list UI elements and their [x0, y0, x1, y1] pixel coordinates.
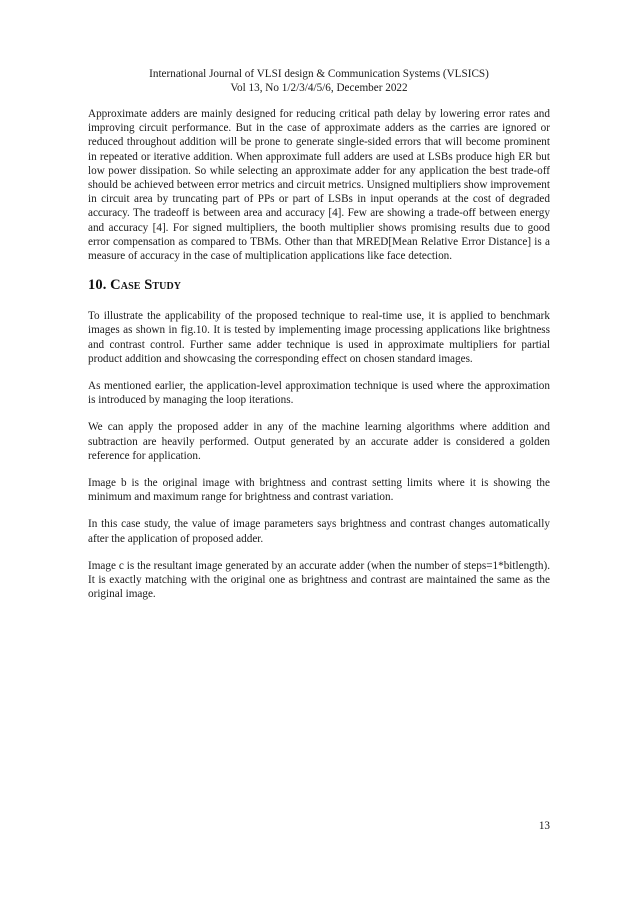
paragraph-5: In this case study, the value of image parameters says brightness and contrast changes automatically after the application of proposed adder. — [88, 518, 550, 545]
paragraph-2: As mentioned earlier, the application-level approximation technique is used where the approximation is introduced by managing the loop iterations. — [88, 380, 550, 407]
page-body — [88, 107, 550, 601]
journal-header — [0, 67, 638, 95]
section-heading — [88, 277, 550, 294]
paragraph-4: Image b is the original image with brightness and contrast setting limits where it is showing the minimum and maximum range for brightness and contrast variation. — [88, 477, 550, 504]
journal-title: International Journal of VLSI design & Communication Systems (VLSICS) — [149, 68, 489, 80]
paragraph-6: Image c is the resultant image generated by an accurate adder (when the number of steps=1*bitlength). It is exactly matching with the original one as brightness and contrast are maintained the same as the original image. — [88, 559, 550, 601]
journal-volume: Vol 13, No 1/2/3/4/5/6, December 2022 — [230, 82, 408, 94]
paragraph-3: We can apply the proposed adder in any of the machine learning algorithms where addition and subtraction are heavily performed. Output generated by an accurate adder is considered a golden reference for application. — [88, 421, 550, 462]
paragraph-1: To illustrate the applicability of the proposed technique to real-time use, it is applied to benchmark images as shown in fig.10. It is tested by implementing image processing applications like brightness and contrast control. Further same adder technique is used in approximate multipliers for partial product addition and showcasing the corresponding effect on chosen standard images. — [88, 310, 550, 365]
section-number: 10. — [88, 277, 107, 294]
intro-paragraph: Approximate adders are mainly designed for reducing critical path delay by lowering error rates and improving circuit performance. But in the case of approximate adders as the carries are ignored or reduced throughout addition will be prone to generate single-sided errors that will become prominent in repeated or iterative addition. When approximate full adders are used at LSBs produce high ER but low power dissipation. So while selecting an approximate adder for any application the best trade-off should be achieved between error metrics and circuit metrics. Unsigned multipliers show improvement in circuit area by truncating part of PPs or part of LSBs in input operands at the cost of degraded accuracy. The tradeoff is between area and accuracy [4]. Few are showing a trade-off between energy and accuracy [4]. For signed multipliers, the booth multiplier shows promising results due to good error compensation as compared to TBMs. Other than that MRED[Mean Relative Error Distance] is a measure of accuracy in the case of multiplication applications like face detection. — [88, 108, 550, 263]
page-number: 13 — [538, 820, 550, 832]
section-title: Case Study — [110, 277, 182, 294]
